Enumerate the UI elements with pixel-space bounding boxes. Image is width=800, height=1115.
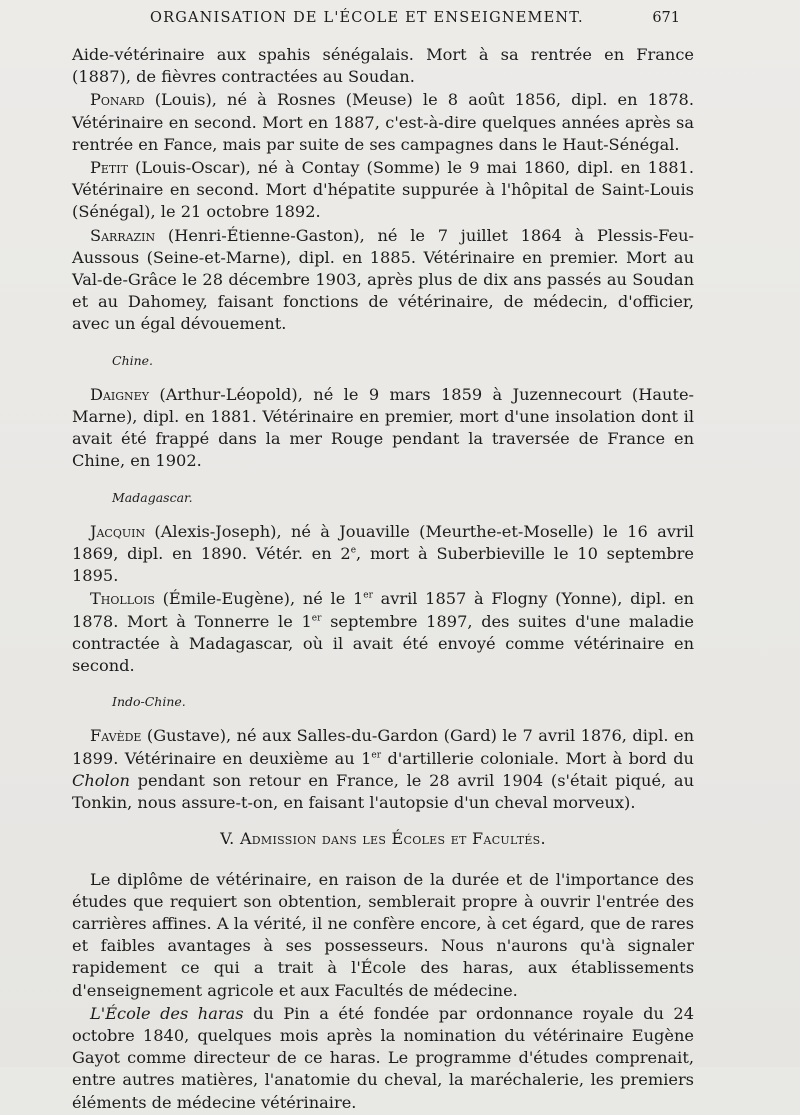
italic-term: L'École des haras [90, 1003, 244, 1023]
paragraph-text: du Pin a été fondée par ordonnance royale du 24 octobre 1840, quelques mois après la nomination du vétérinaire Eugène Gayot comme directeur de ce haras. Le programme d'études comprenait, entre autres matières, l'anatomie du cheval, la maréchalerie, les premiers éléments de médecine vétérinaire. [72, 1003, 694, 1112]
entry-petit [72, 157, 694, 224]
entry-name: Favède [90, 726, 142, 746]
entry-ponard [72, 89, 694, 156]
superscript: er [371, 750, 382, 761]
entry-text: avril 1857 à Flogny (Yonne), dipl. en 1878. Mort à Tonnerre le 1 [72, 589, 694, 631]
entry-name: Daigney [90, 384, 149, 404]
entry-text: (Henri-Étienne-Gaston), né le 7 juillet 1864 à Plessis-Feu-Aussous (Seine-et-Marne), dipl. en 1885. Vétérinaire en premier. Mort au Val-de-Grâce le 28 décembre 1903, après plus de dix ans passés au Soudan et au Dahomey, faisant fonctions de vétérinaire, de médecin, d'officier, avec un égal dévouement. [72, 225, 694, 334]
entry-name: Petit [90, 158, 128, 178]
entry-text: (Gustave), né aux Salles-du-Gardon (Gard) le 7 avril 1876, dipl. en 1899. Vétérinaire en deuxième au 1 [72, 726, 694, 768]
superscript: er [363, 591, 373, 602]
section-paragraph-1: Le diplôme de vétérinaire, en raison de la durée et de l'importance des études que requiert son obtention, semblerait propre à ouvrir l'entrée des carrières affines. A la vérité, il ne confère encore, à cet égard, que de rares et faibles avantages à ses possesseurs. Nous n'aurons qu'à signaler rapidement ce qui a trait à l'École des haras, aux établissements d'enseignement agricole et aux Facultés de médecine. [72, 869, 694, 1000]
entry-name: Sarrazin [90, 225, 156, 245]
entry-text: d'artillerie coloniale. Mort à bord du [381, 748, 694, 768]
entry-text: , mort à Suberbieville le 10 septembre 1895. [72, 544, 694, 586]
entry-text: pendant son retour en France, le 28 avril 1904 (s'était piqué, au Tonkin, nous assure-t-on, en faisant l'autopsie d'un cheval morveux). [72, 770, 694, 813]
entry-name: Thollois [90, 589, 155, 609]
body-text [72, 44, 694, 1115]
entry-text: (Alexis-Joseph), né à Jouaville (Meurthe-et-Moselle) le 16 avril 1869, dipl. en 1890. Vétér. en 2 [72, 521, 694, 564]
section-title: V. Admission dans les Écoles et Facultés. [220, 829, 546, 849]
entry-sarrazin [72, 225, 694, 336]
section-paragraph-2 [72, 1003, 694, 1114]
subheading-madagascar: Madagascar. [112, 489, 193, 505]
entry-name: Jacquin [90, 521, 146, 541]
running-header [150, 10, 680, 34]
entry-daigney [72, 384, 694, 473]
entry-text: (Louis-Oscar), né à Contay (Somme) le 9 mai 1860, dipl. en 1881. Vétérinaire en second. Mort d'hépatite suppurée à l'hôpital de Saint-Louis (Sénégal), le 21 octobre 1892. [72, 158, 694, 222]
entry-text: (Émile-Eugène), né le 1 [154, 589, 364, 609]
entry-text: septembre 1897, des suites d'une maladie contractée à Madagascar, où il avait été envoyé comme vétérinaire en second. [72, 611, 694, 676]
subheading-chine: Chine. [112, 352, 154, 368]
ship-name: Cholon [72, 770, 130, 790]
paragraph-continuation: Aide-vétérinaire aux spahis sénégalais. Mort à sa rentrée en France (1887), de fièvres contractées au Soudan. [72, 45, 694, 87]
entry-name: Ponard [90, 90, 145, 110]
subheading-indochine: Indo-Chine. [112, 694, 186, 710]
entry-text: (Louis), né à Rosnes (Meuse) le 8 août 1856, dipl. en 1878. Vétérinaire en second. Mort en 1887, c'est-à-dire quelques années après sa rentrée en Fance, mais par suite de ses campagnes dans le Haut-Sénégal. [72, 90, 694, 154]
entry-jacquin [72, 521, 694, 588]
entry-text: (Arthur-Léopold), né le 9 mars 1859 à Juzennecourt (Haute-Marne), dipl. en 1881. Vétérinaire en premier, mort d'une insolation dont il avait été frappé dans la mer Rouge pendant la traversée de France en Chine, en 1902. [72, 384, 694, 471]
header-title: ORGANISATION DE L'ÉCOLE ET ENSEIGNEMENT. [150, 10, 584, 26]
entry-favede [72, 725, 694, 814]
superscript: e [350, 545, 357, 556]
page-number: 671 [652, 10, 680, 26]
superscript: er [311, 613, 322, 624]
entry-thollois [72, 588, 694, 677]
